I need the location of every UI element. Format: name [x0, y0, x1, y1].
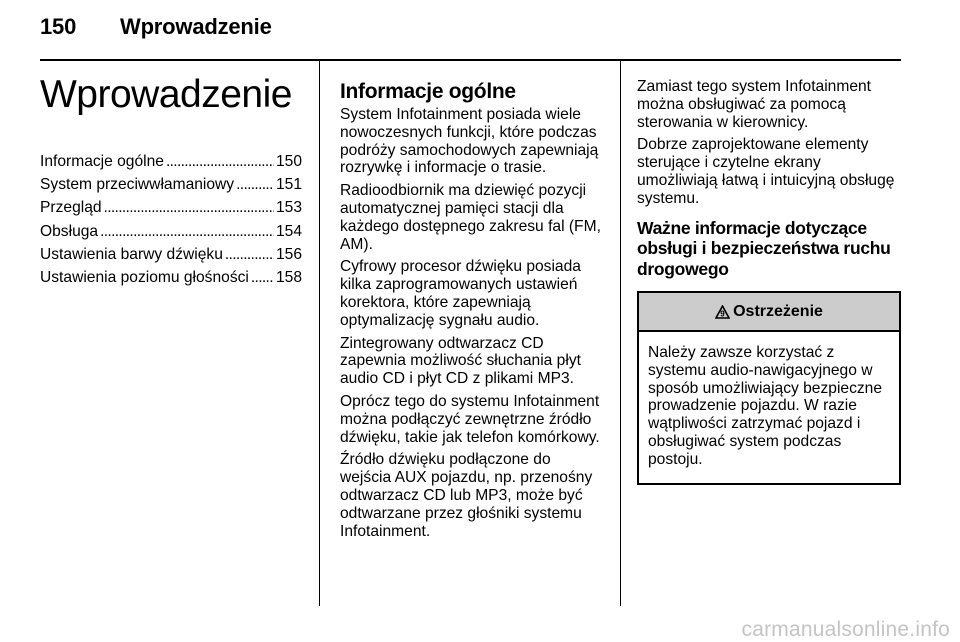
svg-text:9: 9 — [720, 309, 725, 319]
paragraph: Cyfrowy procesor dźwięku posiada kilka zaprogramowanych ustawień korektora, które zapewniają optymalizację sygnału audio. — [340, 258, 581, 329]
steering-info-column — [637, 78, 901, 485]
paragraph: Źródło dźwięku podłączone do wejścia AUX pojazdu, np. przenośny odtwarzacz CD lub MP3, może być odtwarzane przez głośniki systemu Infotainment. — [340, 451, 593, 540]
paragraph: Radioodbiornik ma dziewięć pozycji automatycznej pamięci stacji dla każdego dostępnego zakresu fal (FM, AM). — [340, 182, 601, 253]
toc-entry[interactable] — [40, 150, 302, 173]
warning-header — [639, 293, 899, 332]
toc-entry-label: Ustawienia poziomu głośności — [40, 269, 249, 287]
page-number: 150 — [40, 14, 77, 39]
warning-text: Należy zawsze korzystać z systemu audio-nawigacyjnego w sposób umożliwiający bezpieczne prowadzenie pojazdu. W razie wątpliwości zatrzymać pojazd i obsługiwać system podczas postoju. — [648, 344, 883, 468]
toc-leader-dots — [104, 196, 274, 219]
safety-subsection-title: Ważne informacje dotyczące obsługi i bezpieczeństwa ruchu drogowego — [637, 217, 891, 279]
header-rule — [40, 59, 901, 61]
warning-triangle-icon — [715, 305, 730, 319]
toc-entry-label: Ustawienia barwy dźwięku — [40, 245, 223, 263]
paragraph: System Infotainment posiada wiele nowoczesnych funkcji, które podczas podróży samochodowych zapewniają rozrywkę i informacje o trasie. — [340, 106, 599, 177]
toc-entry[interactable] — [40, 220, 302, 243]
toc-entry-page: 150 — [275, 153, 302, 170]
warning-box — [637, 291, 901, 485]
chapter-title: Wprowadzenie — [40, 73, 292, 116]
toc-entry-label: System przeciwwłamaniowy — [40, 176, 235, 194]
paragraph: Zintegrowany odtwarzacz CD zapewnia możliwość słuchania płyt audio CD i płyt CD z plikami MP3. — [340, 334, 581, 388]
running-header-title: Wprowadzenie — [120, 14, 272, 39]
toc-entry[interactable] — [40, 173, 302, 196]
paragraph: Zamiast tego system Infotainment można obsługiwać za pomocą sterowania w kierownicy. — [637, 78, 872, 131]
toc-column — [40, 72, 302, 287]
toc-entry-page: 151 — [275, 176, 302, 194]
section-title: Informacje ogólne — [340, 80, 516, 103]
toc-entry-page: 154 — [275, 222, 302, 240]
toc-leader-dots — [166, 150, 274, 173]
toc-entry-page: 156 — [275, 245, 302, 263]
toc-entry-page: 158 — [275, 269, 302, 287]
toc-entry-label: Obsługa — [40, 222, 99, 240]
toc-entry-label: Informacje ogólne — [40, 153, 164, 170]
toc-leader-dots — [225, 243, 274, 266]
column-divider-2 — [620, 60, 621, 606]
warning-label: Ostrzeżenie — [733, 302, 823, 320]
general-info-column — [340, 80, 606, 545]
watermark: carmanualsonline.info — [741, 618, 950, 641]
toc-entry[interactable] — [40, 196, 302, 219]
toc-leader-dots — [100, 220, 274, 243]
toc-entry[interactable] — [40, 266, 302, 289]
toc-entry-page: 153 — [275, 199, 302, 217]
paragraph: Dobrze zaprojektowane elementy sterujące i czytelne ekrany umożliwiają łatwą i intuicyjną obsługę systemu. — [637, 136, 895, 207]
table-of-contents — [40, 150, 302, 289]
column-divider-1 — [319, 60, 320, 606]
toc-entry[interactable] — [40, 243, 302, 266]
paragraph: Oprócz tego do systemu Infotainment można podłączyć zewnętrzne źródło dźwięku, takie jak telefon komórkowy. — [340, 392, 600, 446]
toc-leader-dots — [236, 173, 274, 196]
toc-leader-dots — [251, 266, 274, 289]
toc-entry-label: Przegląd — [40, 199, 102, 217]
